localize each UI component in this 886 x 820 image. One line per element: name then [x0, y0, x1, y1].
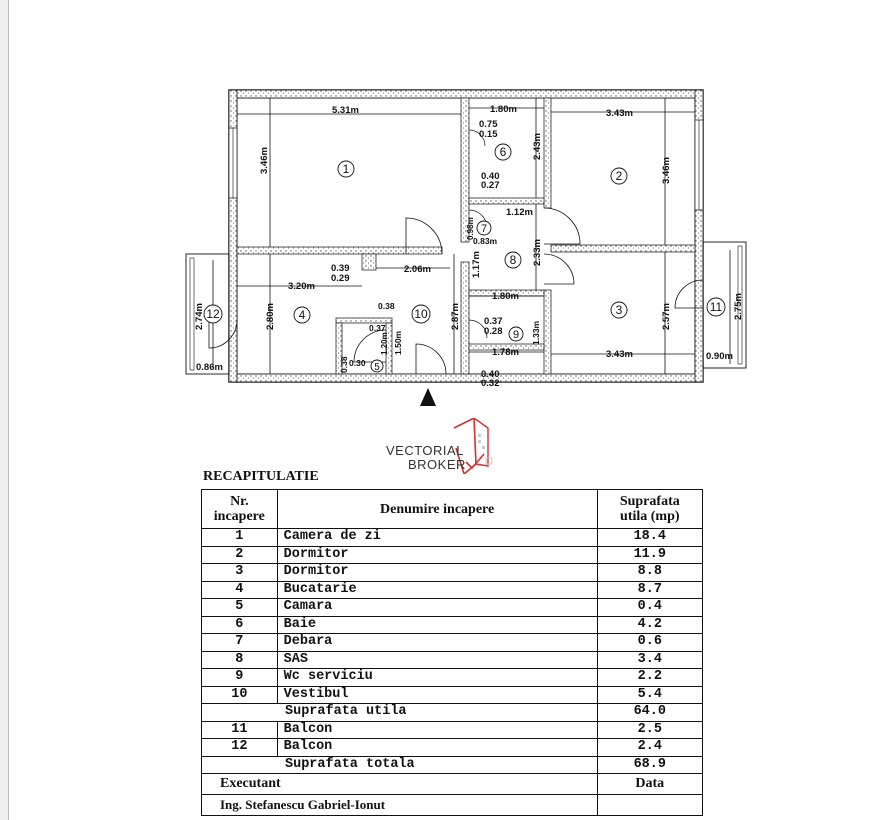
- dim-label: 0.86m: [196, 362, 223, 373]
- table-row: [202, 564, 703, 582]
- room-number-6: 6: [499, 145, 507, 159]
- brand-name-line1: VECTORIAL: [386, 443, 464, 458]
- row-area: 4.2: [597, 616, 702, 634]
- total-area-row: [202, 756, 703, 774]
- dim-label: 0.15: [479, 129, 498, 140]
- table-row: [202, 651, 703, 669]
- dim-label: 0.39: [331, 263, 350, 274]
- dim-label: 1.33m: [531, 320, 541, 345]
- entrance-arrow-icon: [420, 388, 436, 406]
- room-number-10: 10: [414, 307, 428, 321]
- row-nr: 6: [202, 616, 278, 634]
- row-area: 8.8: [597, 564, 702, 582]
- table-row: [202, 529, 703, 547]
- dim-label: 5.31m: [332, 105, 359, 116]
- dim-label: 0.30: [349, 358, 366, 368]
- row-name: Vestibul: [277, 686, 597, 704]
- dim-label: 3.46m: [259, 147, 270, 174]
- dim-label: 2.75m: [733, 293, 744, 320]
- dim-label: 1.20m: [380, 332, 389, 355]
- row-area: 2.4: [597, 739, 702, 757]
- table-row: [202, 599, 703, 617]
- row-name: Camara: [277, 599, 597, 617]
- date-label: Data: [597, 774, 702, 795]
- recap-title: RECAPITULATIE: [203, 469, 319, 484]
- dim-label: 1.78m: [492, 347, 519, 358]
- row-name: Camera de zi: [277, 529, 597, 547]
- dim-label: 0.27: [481, 180, 500, 191]
- dim-label: 0.29: [331, 273, 350, 284]
- row-nr: 11: [202, 721, 278, 739]
- dim-label: 2.74m: [194, 303, 205, 330]
- executant-name-row: [202, 795, 703, 816]
- dim-label: 0.38: [378, 301, 395, 311]
- room-number-7: 7: [480, 223, 488, 235]
- row-name: SAS: [277, 651, 597, 669]
- row-nr: 7: [202, 634, 278, 652]
- dim-label: 2.87m: [450, 303, 461, 330]
- row-nr: 4: [202, 581, 278, 599]
- dim-label: 0.90m: [706, 351, 733, 362]
- row-name: Dormitor: [277, 564, 597, 582]
- dim-label: 1.80m: [492, 291, 519, 302]
- usable-area-label: Suprafata utila: [202, 704, 598, 722]
- table-row: [202, 669, 703, 687]
- dim-label: 0.38: [339, 356, 349, 373]
- recap-table: [201, 489, 703, 816]
- room-number-3: 3: [615, 303, 623, 317]
- dim-label: 3.20m: [288, 281, 315, 292]
- table-row: [202, 581, 703, 599]
- row-area: 18.4: [597, 529, 702, 547]
- row-area: 8.7: [597, 581, 702, 599]
- executant-name: Ing. Stefanescu Gabriel-Ionut: [202, 795, 598, 816]
- header-nr: [202, 490, 278, 529]
- row-nr: 5: [202, 599, 278, 617]
- usable-area-value: 64.0: [597, 704, 702, 722]
- room-number-8: 8: [509, 253, 517, 267]
- dim-label: 2.43m: [532, 133, 543, 160]
- row-nr: 8: [202, 651, 278, 669]
- row-nr: 12: [202, 739, 278, 757]
- dim-label: 2.06m: [404, 264, 431, 275]
- dim-label: 0.83m: [473, 236, 498, 246]
- usable-area-row: [202, 704, 703, 722]
- header-area-line1: Suprafata: [619, 494, 680, 509]
- executant-label: Executant: [202, 774, 598, 795]
- header-area: [597, 490, 702, 529]
- row-name: Balcon: [277, 721, 597, 739]
- brand-name-line2: BROKER: [408, 457, 466, 472]
- dim-label: 3.43m: [606, 108, 633, 119]
- dim-label: 0.32: [481, 378, 500, 389]
- total-area-label: Suprafata totala: [202, 756, 598, 774]
- table-header-row: [202, 490, 703, 529]
- row-area: 2.2: [597, 669, 702, 687]
- row-area: 0.4: [597, 599, 702, 617]
- row-area: 0.6: [597, 634, 702, 652]
- row-area: 5.4: [597, 686, 702, 704]
- room-number-5: 5: [374, 362, 380, 373]
- row-area: 11.9: [597, 546, 702, 564]
- row-area: 2.5: [597, 721, 702, 739]
- row-nr: 9: [202, 669, 278, 687]
- row-nr: 2: [202, 546, 278, 564]
- dim-label: 1.80m: [490, 104, 517, 115]
- table-row: [202, 739, 703, 757]
- dim-label: 0.28: [484, 326, 503, 337]
- room-number-4: 4: [298, 308, 306, 322]
- total-area-value: 68.9: [597, 756, 702, 774]
- row-name: Baie: [277, 616, 597, 634]
- row-nr: 10: [202, 686, 278, 704]
- header-nr-line2: incapere: [213, 509, 265, 524]
- dim-label: 2.33m: [532, 239, 543, 266]
- dim-label: 2.80m: [265, 303, 276, 330]
- room-number-1: 1: [342, 162, 350, 176]
- header-area-line2: utila (mp): [620, 509, 680, 524]
- row-name: Bucatarie: [277, 581, 597, 599]
- date-value: [597, 795, 702, 816]
- room-number-11: 11: [709, 300, 723, 314]
- dim-label: 0.75: [479, 119, 498, 130]
- dim-label: 3.43m: [606, 349, 633, 360]
- dim-label: 0.37: [484, 316, 503, 327]
- room-number-2: 2: [615, 169, 623, 183]
- row-name: Dormitor: [277, 546, 597, 564]
- row-name: Balcon: [277, 739, 597, 757]
- table-row: [202, 686, 703, 704]
- dim-label: 0.98m: [466, 217, 475, 240]
- table-row: [202, 634, 703, 652]
- header-nr-line1: Nr.: [230, 494, 249, 509]
- dim-label: 0.40: [481, 171, 500, 182]
- dim-label: 3.46m: [661, 157, 672, 184]
- row-name: Wc serviciu: [277, 669, 597, 687]
- table-row: [202, 721, 703, 739]
- row-nr: 3: [202, 564, 278, 582]
- room-number-12: 12: [206, 307, 220, 321]
- dim-label: 0.40: [481, 369, 500, 380]
- dim-label: 1.12m: [506, 207, 533, 218]
- table-row: [202, 546, 703, 564]
- executant-row: [202, 774, 703, 795]
- dim-label: 1.17m: [471, 251, 482, 278]
- row-area: 3.4: [597, 651, 702, 669]
- room-number-9: 9: [512, 329, 520, 341]
- row-nr: 1: [202, 529, 278, 547]
- header-name: Denumire incapere: [277, 490, 597, 529]
- dim-label: 0.37: [369, 323, 386, 333]
- row-name: Debara: [277, 634, 597, 652]
- table-row: [202, 616, 703, 634]
- dim-label: 2.57m: [661, 303, 672, 330]
- dim-label: 1.50m: [393, 330, 403, 355]
